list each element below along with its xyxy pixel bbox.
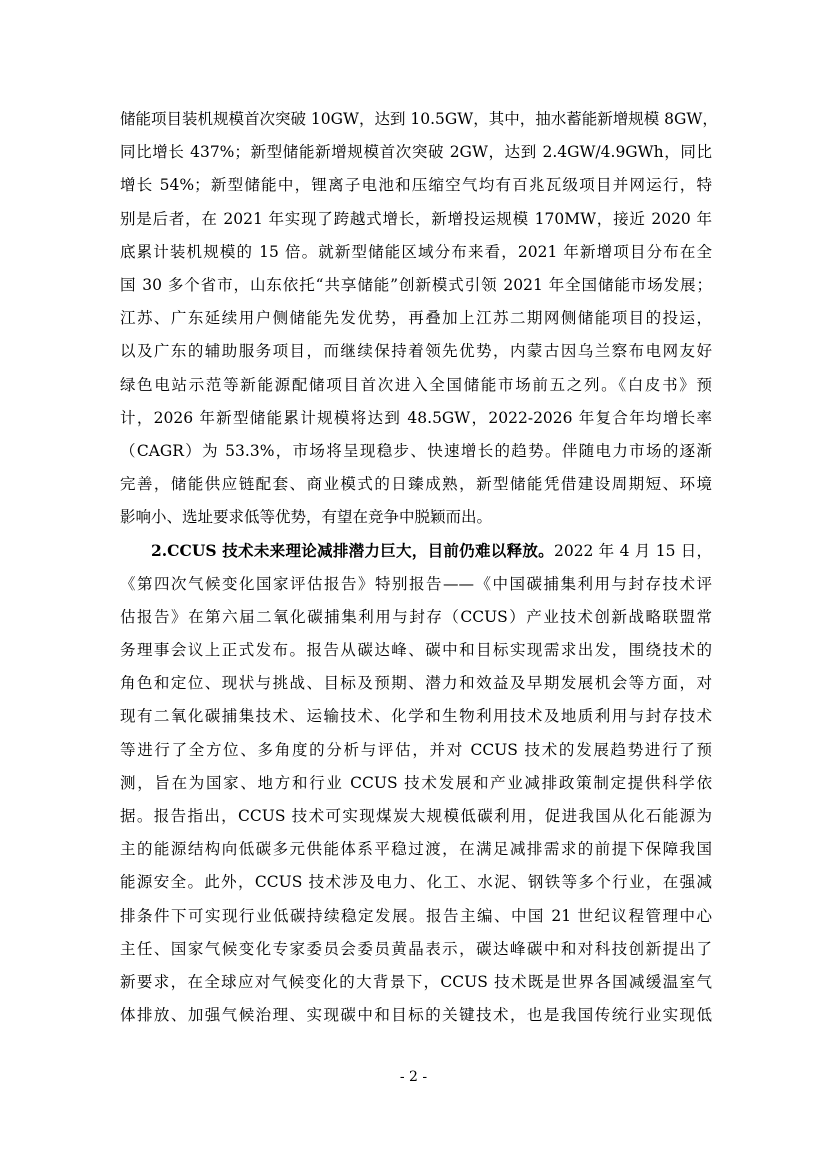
body-text <box>120 103 718 1032</box>
text-line: 底累计装机规模的 15 倍。就新型储能区域分布来看，2021 年新增项目分布在全 <box>120 242 712 261</box>
text-line: 完善，储能供应链配套、商业模式的日臻成熟，新型储能凭借建设周期短、环境 <box>120 475 712 494</box>
text-line: 角色和定位、现状与挑战、目标及预期、潜力和效益及早期发展机会等方面，对 <box>120 674 712 693</box>
page-number: - 2 - <box>399 1069 428 1085</box>
heading-line-rest: 2022 年 4 月 15 日， <box>553 542 712 561</box>
text-line: 储能项目装机规模首次突破 10GW，达到 10.5GW，其中，抽水蓄能新增规模 8GW， <box>120 110 718 128</box>
section-heading: 2.CCUS 技术未来理论减排潜力巨大，目前仍难以释放。 <box>151 541 554 561</box>
text-line: 国 30 多个省市，山东依托“共享储能”创新模式引领 2021 年全国储能市场发展； <box>120 275 712 294</box>
text-line: 主任、国家气候变化专家委员会委员黄晶表示，碳达峰碳中和对科技创新提出了 <box>120 939 712 958</box>
text-line: 增长 54%；新型储能中，锂离子电池和压缩空气均有百兆瓦级项目并网运行，特 <box>120 176 712 195</box>
text-line: 计，2026 年新型储能累计规模将达到 48.5GW，2022-2026 年复合年均增长率 <box>120 408 712 427</box>
text-line: 能源安全。此外，CCUS 技术涉及电力、化工、水泥、钢铁等多个行业，在强减 <box>120 873 712 892</box>
paragraph-ccus <box>120 534 712 1032</box>
text-line: 主的能源结构向低碳多元供能体系平稳过渡，在满足减排需求的前提下保障我国 <box>120 840 712 859</box>
text-line: 新要求，在全球应对气候变化的大背景下，CCUS 技术既是世界各国减缓温室气 <box>120 972 712 991</box>
text-line: 绿色电站示范等新能源配储项目首次进入全国储能市场前五之列。《白皮书》预 <box>120 375 712 394</box>
text-line: 据。报告指出，CCUS 技术可实现煤炭大规模低碳利用，促进我国从化石能源为 <box>120 806 712 825</box>
text-line: （CAGR）为 53.3%，市场将呈现稳步、快速增长的趋势。伴随电力市场的逐渐 <box>120 441 712 460</box>
text-line: 估报告》在第六届二氧化碳捕集利用与封存（CCUS）产业技术创新战略联盟常 <box>120 607 712 626</box>
text-line: 以及广东的辅助服务项目，而继续保持着领先优势，内蒙古因乌兰察布电网友好 <box>120 342 712 361</box>
text-line: 现有二氧化碳捕集技术、运输技术、化学和生物利用技术及地质利用与封存技术 <box>120 707 712 726</box>
paragraph-first-line <box>120 534 712 567</box>
text-line: 体排放、加强气候治理、实现碳中和目标的关键技术，也是我国传统行业实现低 <box>120 1006 712 1025</box>
text-line: 影响小、选址要求低等优势，有望在竞争中脱颖而出。 <box>120 508 493 527</box>
text-line: 《第四次气候变化国家评估报告》特别报告——《中国碳捕集利用与封存技术评 <box>120 574 712 593</box>
paragraph-energy-storage <box>120 103 718 534</box>
text-line: 测，旨在为国家、地方和行业 CCUS 技术发展和产业减排政策制定提供科学依 <box>120 773 712 792</box>
text-line: 等进行了全方位、多角度的分析与评估，并对 CCUS 技术的发展趋势进行了预 <box>120 740 712 759</box>
text-line: 别是后者，在 2021 年实现了跨越式增长，新增投运规模 170MW，接近 2020 年 <box>120 209 712 228</box>
text-line: 排条件下可实现行业低碳持续稳定发展。报告主编、中国 21 世纪议程管理中心 <box>120 906 712 925</box>
text-line: 务理事会议上正式发布。报告从碳达峰、碳中和目标实现需求出发，围绕技术的 <box>120 641 712 659</box>
text-line: 江苏、广东延续用户侧储能先发优势，再叠加上江苏二期网侧储能项目的投运， <box>120 309 712 328</box>
text-line: 同比增长 437%；新型储能新增规模首次突破 2GW，达到 2.4GW/4.9GWh，同比 <box>120 143 712 162</box>
